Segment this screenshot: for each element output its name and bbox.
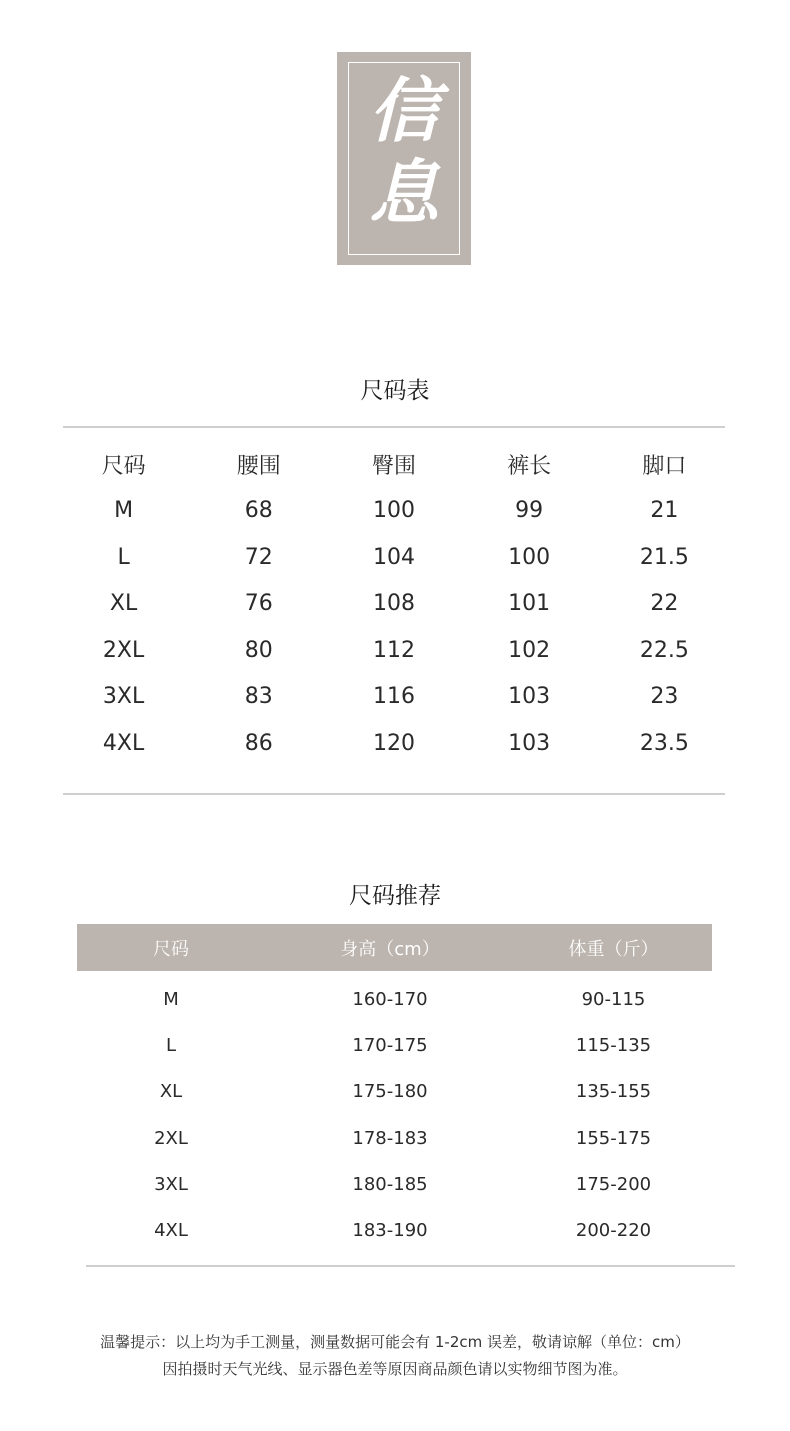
table-cell: 101 <box>508 591 551 617</box>
table-cell: 100 <box>372 498 415 524</box>
header-hem: 脚口 <box>642 453 687 479</box>
table-cell: 23.5 <box>639 730 689 756</box>
table-row <box>77 1161 712 1207</box>
header-hip: 臀围 <box>371 453 416 479</box>
table-cell: 3XL <box>154 1173 188 1195</box>
header-waist: 腰围 <box>236 453 281 479</box>
table-row <box>77 1022 712 1068</box>
table-cell: 135-155 <box>575 1081 652 1103</box>
table-cell: 22 <box>650 591 679 617</box>
table-cell: 90-115 <box>581 988 646 1010</box>
size-chart-top-rule <box>63 426 725 428</box>
table-cell: 175-200 <box>575 1173 652 1195</box>
table-row <box>77 976 712 1022</box>
table-cell: 120 <box>372 730 415 756</box>
table-cell: 170-175 <box>352 1034 428 1056</box>
table-cell: 86 <box>244 730 273 756</box>
size-chart-bottom-rule <box>63 793 725 795</box>
table-row <box>77 1069 712 1115</box>
table-cell: 100 <box>508 544 551 570</box>
table-cell: 23 <box>650 684 679 710</box>
table-cell: 2XL <box>154 1127 188 1149</box>
table-cell: 4XL <box>102 730 145 756</box>
table-row <box>77 1115 712 1161</box>
size-chart-table <box>56 441 732 767</box>
table-cell: M <box>163 988 179 1010</box>
table-cell: 175-180 <box>352 1081 428 1103</box>
recommend-bottom-rule <box>86 1265 735 1267</box>
badge-char-2: 息 <box>369 151 439 234</box>
table-cell: 2XL <box>102 637 145 663</box>
table-cell: 115-135 <box>575 1034 652 1056</box>
table-cell: 183-190 <box>352 1220 428 1242</box>
table-cell: 72 <box>244 544 273 570</box>
table-row <box>56 720 732 767</box>
size-chart-title: 尺码表 <box>360 378 430 404</box>
table-cell: 4XL <box>154 1220 188 1242</box>
table-cell: 178-183 <box>352 1127 428 1149</box>
tip-note-line-1: 温馨提示：以上均为手工测量，测量数据可能会有 1-2cm 误差，敬请谅解（单位：cm） <box>100 1333 690 1351</box>
table-row <box>56 627 732 674</box>
table-cell: 76 <box>244 591 273 617</box>
table-cell: 200-220 <box>575 1220 652 1242</box>
table-cell: 83 <box>244 684 273 710</box>
table-cell: XL <box>109 591 138 617</box>
table-cell: XL <box>159 1081 183 1103</box>
header-size: 尺码 <box>101 453 146 479</box>
table-cell: 112 <box>372 637 415 663</box>
table-cell: 21 <box>650 498 679 524</box>
table-row <box>56 674 732 721</box>
table-cell: 108 <box>372 591 415 617</box>
recommend-header-bar <box>77 924 712 971</box>
table-row <box>56 534 732 581</box>
table-cell: 22.5 <box>639 637 689 663</box>
table-cell: 21.5 <box>639 544 689 570</box>
table-cell: L <box>165 1034 177 1056</box>
table-cell: 102 <box>508 637 551 663</box>
table-cell: 80 <box>244 637 273 663</box>
recommend-header-weight: 体重（斤） <box>568 938 659 960</box>
table-cell: 160-170 <box>352 988 428 1010</box>
table-row <box>56 581 732 628</box>
table-cell: 103 <box>508 684 551 710</box>
tip-note-line-2: 因拍摄时天气光线、显示器色差等原因商品颜色请以实物细节图为准。 <box>162 1360 628 1378</box>
table-row <box>56 488 732 535</box>
size-chart-header-row <box>56 441 732 488</box>
table-cell: 155-175 <box>575 1127 652 1149</box>
table-cell: 99 <box>515 498 544 524</box>
table-cell: 104 <box>372 544 415 570</box>
recommend-table <box>77 976 712 1254</box>
table-cell: 68 <box>244 498 273 524</box>
recommend-header-height: 身高（cm） <box>340 938 440 960</box>
header-length: 裤长 <box>507 453 552 479</box>
table-cell: 116 <box>372 684 415 710</box>
recommend-header-size: 尺码 <box>153 938 189 960</box>
table-cell: 180-185 <box>352 1173 428 1195</box>
table-cell: M <box>114 498 134 524</box>
table-cell: 103 <box>508 730 551 756</box>
table-cell: 3XL <box>102 684 145 710</box>
badge-char-1: 信 <box>369 69 439 152</box>
recommend-title: 尺码推荐 <box>349 883 441 909</box>
table-cell: L <box>117 544 130 570</box>
info-badge <box>337 52 471 265</box>
table-row <box>77 1207 712 1253</box>
